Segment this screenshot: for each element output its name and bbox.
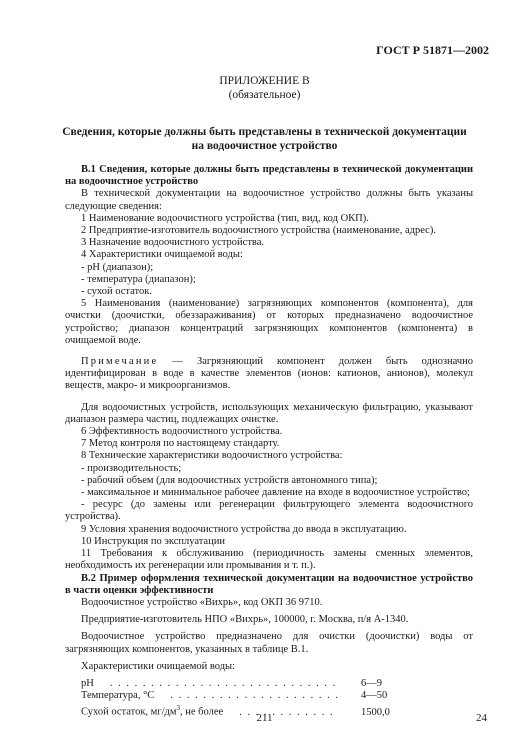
list-item: - сухой остаток. [81, 286, 152, 298]
title-line-1: Сведения, которые должны быть представлены в технической документации [62, 126, 467, 138]
characteristic-name: рН [81, 677, 94, 689]
standard-number: ГОСТ Р 51871—2002 [376, 43, 489, 57]
note-text: — Загрязняющий компонент должен быть однозначно идентифицирован в воде в качестве элементов (ионов: катионов, анионов), молекул веществ, макро- и микроорганизмов. [65, 356, 473, 392]
list-item: 8 Технические характеристики водоочистного устройства: [81, 450, 343, 462]
list-item: 6 Эффективность водоочистного устройства. [81, 426, 283, 438]
example-line: Предприятие-изготовитель НПО «Вихрь», 100000, г. Москва, п/я А-1340. [81, 614, 409, 626]
list-item: - рабочий объем (для водоочистных устройств автономного типа); [81, 474, 378, 486]
list-item: 9 Условия хранения водоочистного устройства до ввода в эксплуатацию. [81, 523, 407, 535]
superscript: 3 [176, 704, 181, 713]
characteristic-row [65, 678, 405, 690]
characteristic-value: 4—50 [361, 690, 388, 702]
characteristic-name: Температура, °С [81, 690, 155, 702]
list-item: 2 Предприятие-изготовитель водоочистного устройства (наименование, адрес). [81, 225, 436, 237]
appendix-title [60, 126, 469, 153]
characteristic-value: 6—9 [361, 677, 382, 689]
list-item: - максимальное и минимальное рабочее давление на входе в водоочистное устройство; [81, 487, 470, 499]
list-item: 3 Назначение водоочистного устройства. [81, 237, 265, 249]
example-line: Водоочистное устройство предназначено для очистки (доочистки) воды от загрязняющих компонентов, указанных в таблице В.1. [65, 631, 473, 655]
example-line: Характеристики очищаемой воды: [81, 660, 236, 672]
title-line-2: на водоочистное устройство [191, 139, 338, 152]
filtration-paragraph: Для водоочистных устройств, использующих механическую фильтрацию, указывают диапазон размера частиц, подлежащих очистке. [65, 401, 473, 425]
note-label: Примечание [81, 356, 159, 368]
list-item: - ресурс (до замены или регенерации фильтрующего элемента водоочистного устройства). [65, 499, 473, 523]
list-item: 5 Наименования (наименование) загрязняющих компонентов (компонента), для очистки (доочистки, обеззараживания) от которых предназначено водоочистное устройство; диапазон концентраций загрязняющих компонентов (компонента) в очищаемой воде. [65, 298, 473, 346]
characteristic-value: 1500,0 [361, 706, 390, 718]
list-item: - рН (диапазон); [81, 261, 154, 273]
characteristic-row [65, 690, 405, 702]
dot-leader [154, 690, 339, 702]
list-item: - температура (диапазон); [81, 273, 196, 285]
page-number-center: 211 [256, 712, 273, 724]
list-item: 10 Инструкция по эксплуатации [81, 535, 225, 547]
appendix-status: (обязательное) [228, 89, 301, 101]
appendix-heading [0, 74, 529, 102]
section-b2-heading: В.2 Пример оформления технической документации на водоочистное устройство в части оценки эффективности [65, 572, 473, 596]
example-line: Водоочистное устройство «Вихрь», код ОКП 36 9710. [81, 596, 323, 608]
page-number-right: 24 [476, 712, 487, 724]
characteristic-suffix: , не более [180, 706, 224, 718]
appendix-name: ПРИЛОЖЕНИЕ В [219, 75, 310, 87]
document-body [65, 164, 473, 719]
section-b1-heading: В.1 Сведения, которые должны быть представлены в технической документации на водоочистное устройство [65, 164, 473, 188]
dot-leader [94, 678, 339, 690]
note-paragraph [65, 356, 473, 393]
list-item: 11 Требования к обслуживанию (периодичность замены сменных элементов, необходимость их регенерации или промывания и т. п.). [65, 548, 473, 572]
section-b1-intro: В технической документации на водоочистное устройство должны быть указаны следующие сведения: [65, 188, 473, 212]
list-item: 7 Метод контроля по настоящему стандарту. [81, 438, 280, 450]
characteristic-name-text: Сухой остаток, мг/дм [81, 706, 177, 718]
list-item: 4 Характеристики очищаемой воды: [81, 249, 243, 261]
list-item: - производительность; [81, 462, 182, 474]
list-item: 1 Наименование водоочистного устройства (тип, вид, код ОКП). [81, 212, 369, 224]
